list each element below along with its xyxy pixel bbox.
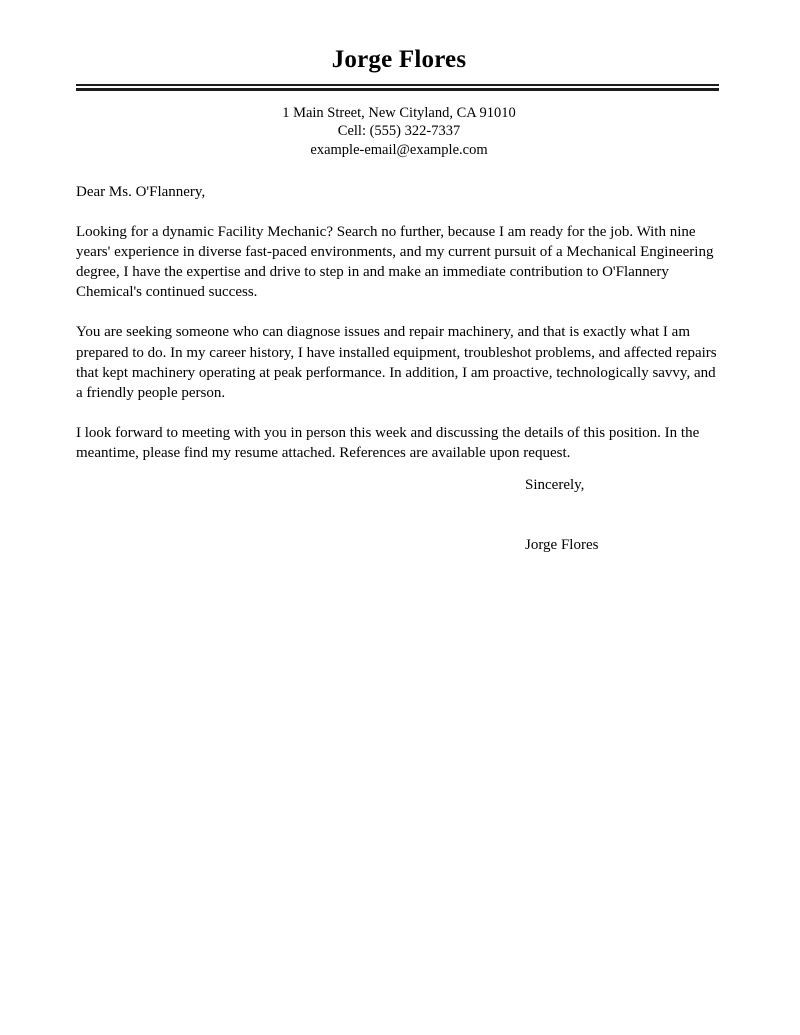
letter-body [76,182,722,464]
closing-salutation: Sincerely, [525,476,585,493]
contact-address: 1 Main Street, New Cityland, CA 91010 [282,104,516,121]
signature-name: Jorge Flores [525,536,599,553]
body-paragraph-2: You are seeking someone who can diagnose issues and repair machinery, and that is exactly what I am prepared to do. In my career history, I have installed equipment, troubleshot problems, and affected repairs that kept machinery operating at peak performance. In addition, I am proactive, technologically savvy, and a friendly people person. [76,324,717,401]
letterhead [76,0,722,160]
body-paragraph-3: I look forward to meeting with you in person this week and discussing the details of this position. In the meantime, please find my resume attached. References are available upon request. [76,425,700,462]
page-title: Jorge Flores [331,46,467,73]
body-paragraph-1: Looking for a dynamic Facility Mechanic? Search no further, because I am ready for the job. With nine years' experience in diverse fast-paced environments, and my current pursuit of a Mechanical Engineering degree, I have the expertise and drive to step in and make an immediate contribution to O'Flannery Chemical's continued success. [76,223,714,301]
divider-line-bottom [76,88,719,91]
contact-phone: Cell: (555) 322-7337 [337,123,461,140]
contact-email: example-email@example.com [310,141,488,158]
salutation: Dear Ms. O'Flannery, [76,183,206,200]
letter-sheet [76,0,722,555]
header-divider [76,84,719,91]
contact-block [76,104,722,160]
closing-block [76,475,722,555]
